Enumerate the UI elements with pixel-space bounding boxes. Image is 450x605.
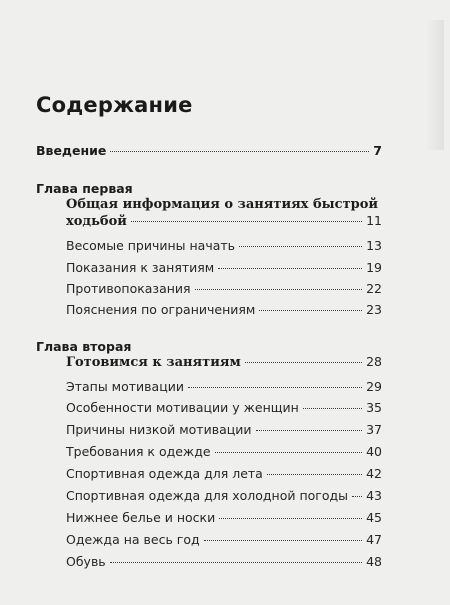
leader-dots bbox=[245, 362, 362, 363]
leader-dots bbox=[219, 518, 362, 519]
toc-entry-page: 29 bbox=[366, 379, 382, 394]
toc-entry[interactable] bbox=[0, 488, 450, 503]
leader-dots bbox=[218, 268, 362, 269]
toc-entry[interactable] bbox=[0, 400, 450, 415]
toc-entry[interactable] bbox=[0, 422, 450, 437]
toc-entry-label: Причины низкой мотивации bbox=[66, 422, 252, 437]
toc-entry[interactable] bbox=[0, 260, 450, 275]
toc-entry-label: Этапы мотивации bbox=[66, 379, 184, 394]
toc-entry[interactable] bbox=[0, 238, 450, 253]
chapter-label-2: Глава вторая bbox=[36, 339, 132, 354]
toc-entry[interactable] bbox=[0, 466, 450, 481]
toc-entry-page: 28 bbox=[366, 354, 382, 369]
toc-entry-intro[interactable] bbox=[0, 143, 450, 158]
leader-dots bbox=[239, 246, 362, 247]
leader-dots bbox=[204, 540, 362, 541]
leader-dots bbox=[110, 151, 369, 152]
toc-entry-label: Введение bbox=[36, 143, 107, 158]
toc-heading: Содержание bbox=[36, 93, 193, 117]
chapter-label-1: Глава первая bbox=[36, 181, 133, 196]
toc-entry-page: 23 bbox=[366, 302, 382, 317]
toc-entry[interactable] bbox=[0, 554, 450, 569]
leader-dots bbox=[256, 430, 363, 431]
toc-entry-label: Требования к одежде bbox=[66, 444, 211, 459]
toc-entry[interactable] bbox=[0, 281, 450, 296]
toc-entry[interactable] bbox=[0, 532, 450, 547]
toc-entry-page: 35 bbox=[366, 400, 382, 415]
toc-entry-label: Особенности мотивации у женщин bbox=[66, 400, 299, 415]
toc-entry-label: Спортивная одежда для лета bbox=[66, 466, 263, 481]
toc-entry-label: Пояснения по ограничениям bbox=[66, 302, 256, 317]
toc-entry-label: Обувь bbox=[66, 554, 106, 569]
toc-entry-page: 43 bbox=[366, 488, 382, 503]
chapter-title-1-line2: ходьбой bbox=[66, 214, 127, 229]
toc-entry[interactable] bbox=[0, 379, 450, 394]
toc-entry-page: 13 bbox=[366, 238, 382, 253]
toc-entry-page: 7 bbox=[373, 143, 382, 158]
toc-entry-label: Весомые причины начать bbox=[66, 238, 236, 253]
toc-entry-label: Нижнее белье и носки bbox=[66, 510, 216, 525]
toc-entry[interactable] bbox=[0, 510, 450, 525]
toc-entry[interactable] bbox=[0, 302, 450, 317]
leader-dots bbox=[131, 221, 362, 222]
toc-entry-page: 11 bbox=[366, 213, 382, 228]
leader-dots bbox=[195, 289, 363, 290]
leader-dots bbox=[259, 310, 362, 311]
toc-entry-page: 45 bbox=[366, 510, 382, 525]
chapter-title-2: Готовимся к занятиям bbox=[66, 355, 241, 370]
leader-dots bbox=[352, 496, 362, 497]
toc-entry[interactable] bbox=[0, 444, 450, 459]
leader-dots bbox=[267, 474, 362, 475]
toc-entry-label: Противопоказания bbox=[66, 281, 191, 296]
leader-dots bbox=[215, 452, 363, 453]
toc-entry-page: 40 bbox=[366, 444, 382, 459]
toc-entry-page: 47 bbox=[366, 532, 382, 547]
toc-entry-page: 48 bbox=[366, 554, 382, 569]
toc-entry-label: Спортивная одежда для холодной погоды bbox=[66, 488, 349, 503]
chapter-title-1-line1: Общая информация о занятиях быстрой bbox=[66, 197, 379, 212]
toc-entry-chapter2[interactable] bbox=[0, 354, 450, 370]
leader-dots bbox=[188, 387, 362, 388]
leader-dots bbox=[303, 408, 362, 409]
toc-entry-page: 19 bbox=[366, 260, 382, 275]
toc-entry-page: 22 bbox=[366, 281, 382, 296]
page-edge-shadow bbox=[426, 20, 444, 150]
toc-entry-label: Показания к занятиям bbox=[66, 260, 215, 275]
leader-dots bbox=[110, 562, 362, 563]
toc-entry-chapter1[interactable] bbox=[0, 213, 450, 229]
toc-entry-page: 42 bbox=[366, 466, 382, 481]
toc-entry-page: 37 bbox=[366, 422, 382, 437]
toc-entry-label: Одежда на весь год bbox=[66, 532, 200, 547]
